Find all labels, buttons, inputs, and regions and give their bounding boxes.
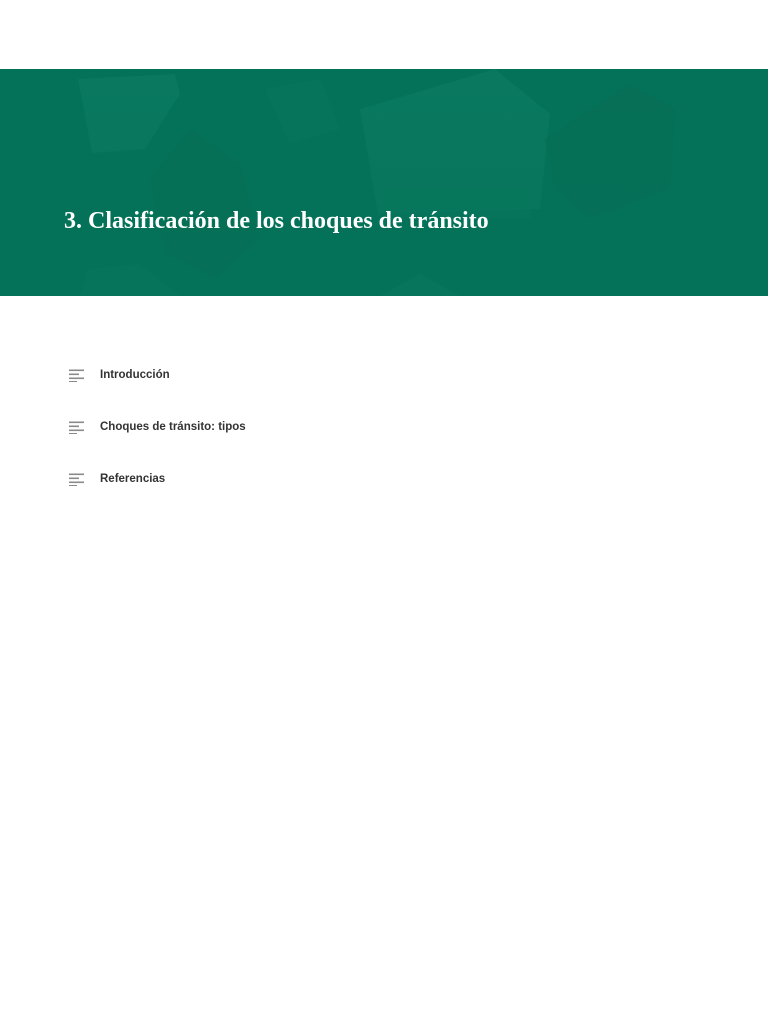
toc-item-label: Choques de tránsito: tipos	[100, 421, 246, 433]
table-of-contents	[68, 349, 708, 505]
toc-item-choques-de-transito-tipos[interactable]	[68, 401, 708, 453]
lines-icon	[68, 368, 86, 382]
toc-item-referencias[interactable]	[68, 453, 708, 505]
header-background-image	[0, 69, 768, 296]
toc-item-introduccion[interactable]	[68, 349, 708, 401]
toc-item-label: Introducción	[100, 369, 170, 381]
page-title: 3. Clasificación de los choques de tránsito	[64, 208, 489, 234]
lines-icon	[68, 420, 86, 434]
toc-item-label: Referencias	[100, 473, 166, 485]
lesson-header-banner	[0, 69, 768, 296]
lines-icon	[68, 472, 86, 486]
